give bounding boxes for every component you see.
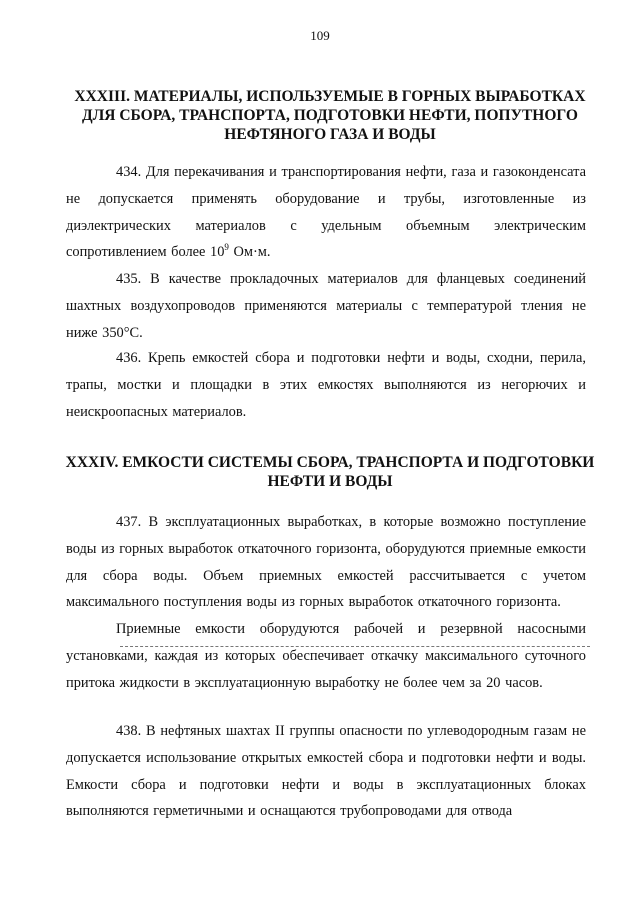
- paragraph-435: 435. В качестве прокладочных материалов для фланцевых соединений шахтных воздухопроводов применяются материалы с температурой тления не ниже 350°С.: [66, 271, 586, 341]
- page-number: 109: [310, 28, 330, 43]
- paragraph-436: 436. Крепь емкостей сбора и подготовки нефти и воды, сходни, перила, трапы, мостки и площадки в этих емкостях выполняются из негорючих и неискроопасных материалов.: [66, 350, 586, 420]
- paragraph-437: 437. В эксплуатационных выработках, в которые возможно поступление воды из горных выработок откаточного горизонта, оборудуются приемные емкости для сбора воды. Объем приемных емкостей рассчитывается с учетом максимального поступления воды из горных выработок откаточного горизонта.: [66, 514, 586, 611]
- section-heading-xxxiii: XXXIII. МАТЕРИАЛЫ, ИСПОЛЬЗУЕМЫЕ В ГОРНЫХ ВЫРАБОТКАХ ДЛЯ СБОРА, ТРАНСПОРТА, ПОДГОТОВКИ НЕФТИ, ПОПУТНОГО НЕФТЯНОГО ГАЗА И ВОДЫ: [74, 88, 586, 143]
- paragraph-434: [66, 159, 586, 266]
- exponent: 9: [224, 242, 229, 253]
- section-heading-xxxiv: XXXIV. ЕМКОСТИ СИСТЕМЫ СБОРА, ТРАНСПОРТА И ПОДГОТОВКИ НЕФТИ И ВОДЫ: [65, 454, 595, 490]
- paragraph-434-unit: Ом·м.: [228, 244, 271, 261]
- paragraph-437-continued: Приемные емкости оборудуются рабочей и резервной насосными установками, каждая из которых обеспечивает откачку максимального суточного притока жидкости в эксплуатационную выработку не более чем за 20 часов.: [66, 621, 586, 691]
- paragraph-438: 438. В нефтяных шахтах II группы опасности по углеводородным газам не допускается использование открытых емкостей сбора и подготовки нефти и воды. Емкости сбора и подготовки нефти и воды в эксплуатационных блоках выполняются герметичными и оснащаются трубопроводами для отвода: [66, 723, 586, 820]
- paragraph-434-text: 434. Для перекачивания и транспортирования нефти, газа и газоконденсата не допускается применять оборудование и трубы, изготовленные из диэлектрических материалов с удельным объемным электрическим сопротивлением более 10: [66, 164, 586, 261]
